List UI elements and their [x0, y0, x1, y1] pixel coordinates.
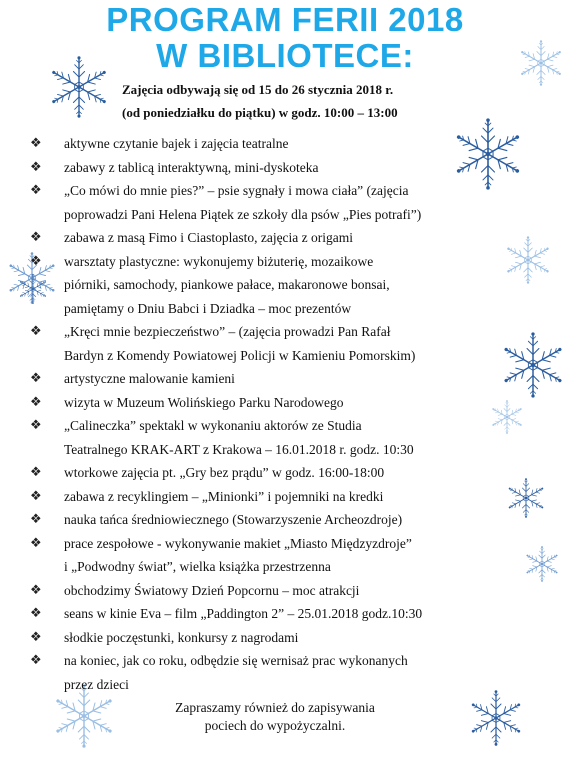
page-title-line-2: W BIBLIOTECE: [156, 37, 414, 74]
list-item-text: Bardyn z Komendy Powiatowej Policji w Kamieniu Pomorskim) [64, 347, 416, 363]
bullet-icon: ❖ [30, 252, 42, 268]
list-item-text: wizyta w Muzeum Wolińskiego Parku Narodowego [64, 394, 344, 410]
list-item [0, 156, 570, 180]
bullet-icon: ❖ [30, 323, 42, 338]
list-item-text: i „Podwodny świat”, wielka książka przestrzenna [64, 559, 331, 574]
page-title: PROGRAM FERII 2018 [106, 1, 464, 38]
list-item [0, 367, 570, 391]
list-item [0, 602, 570, 626]
list-item-text: obchodzimy Światowy Dzień Popcornu – moc atrakcji [64, 582, 360, 598]
list-item-text: wtorkowe zajęcia pt. „Gry bez prądu” w godz. 16:00-18:00 [64, 465, 385, 480]
list-item [0, 461, 570, 485]
bullet-icon: ❖ [30, 581, 42, 597]
bullet-icon: ❖ [30, 605, 42, 620]
list-item-text: pamiętamy o Dniu Babci i Dziadka – moc prezentów [64, 300, 352, 316]
list-item [0, 320, 570, 367]
bullet-icon: ❖ [30, 393, 42, 409]
list-item [0, 579, 570, 603]
list-item [0, 226, 570, 250]
bullet-icon: ❖ [30, 487, 42, 503]
list-item-text: warsztaty plastyczne: wykonujemy biżuterię, mozaikowe [64, 253, 374, 269]
list-item [0, 414, 570, 461]
list-item-text: prace zespołowe - wykonywanie makiet „Miasto Międzyzdroje” [64, 535, 412, 551]
footer-note-line-2: pociech do wypożyczalni. [204, 718, 346, 733]
bullet-icon: ❖ [30, 182, 42, 197]
bullet-icon: ❖ [30, 652, 42, 667]
list-item-text: „Co mówi do mnie pies?” – psie sygnały i mowa ciała” (zajęcia [64, 183, 409, 198]
list-item-text: zabawy z tablicą interaktywną, mini-dyskoteka [64, 159, 319, 175]
bullet-icon: ❖ [30, 511, 42, 526]
list-item [0, 250, 570, 321]
list-item [0, 649, 570, 696]
bullet-icon: ❖ [30, 158, 42, 174]
dates-info: Zajęcia odbywają się od 15 do 26 stycznia 2018 r. [122, 82, 394, 97]
bullet-icon: ❖ [30, 417, 42, 432]
list-item-text: piórniki, samochody, piankowe pałace, makaronowe bonsai, [64, 277, 390, 292]
list-item [0, 391, 570, 415]
footer-note: Zapraszamy również do zapisywania [175, 700, 375, 715]
list-item-text: zabawa z recyklingiem – „Minionki” i pojemniki na kredki [64, 488, 384, 504]
list-item [0, 179, 570, 226]
list-item [0, 508, 570, 532]
list-item-text: „Calineczka” spektakl w wykonaniu aktorów ze Studia [64, 418, 362, 433]
list-item [0, 132, 570, 156]
bullet-icon: ❖ [30, 135, 42, 150]
bullet-icon: ❖ [30, 229, 42, 244]
list-item-text: na koniec, jak co roku, odbędzie się wernisaż prac wykonanych [64, 653, 408, 668]
list-item-text: Teatralnego KRAK-ART z Krakowa – 16.01.2018 r. godz. 10:30 [64, 441, 414, 457]
list-item-text: seans w kinie Eva – film „Paddington 2” – 25.01.2018 godz.10:30 [64, 606, 423, 621]
list-item [0, 485, 570, 509]
bullet-icon: ❖ [30, 370, 42, 385]
bullet-icon: ❖ [30, 464, 42, 479]
program-list [0, 132, 570, 696]
bullet-icon: ❖ [30, 534, 42, 550]
list-item-text: przez dzieci [64, 676, 129, 692]
hours-info: (od poniedziałku do piątku) w godz. 10:00 – 13:00 [122, 105, 398, 120]
list-item-text: aktywne czytanie bajek i zajęcia teatralne [64, 136, 289, 151]
list-item-text: słodkie poczęstunki, konkursy z nagrodami [64, 629, 299, 645]
list-item [0, 626, 570, 650]
list-item-text: nauka tańca średniowiecznego (Stowarzyszenie Archeozdroje) [64, 512, 403, 527]
list-item-text: poprowadzi Pani Helena Piątek ze szkoły dla psów „Pies potrafi”) [64, 206, 422, 222]
list-item-text: artystyczne malowanie kamieni [64, 371, 235, 386]
list-item-text: zabawa z masą Fimo i Ciastoplasto, zajęcia z origami [64, 230, 354, 245]
bullet-icon: ❖ [30, 628, 42, 644]
list-item [0, 532, 570, 579]
list-item-text: „Kręci mnie bezpieczeństwo” – (zajęcia prowadzi Pan Rafał [64, 324, 391, 339]
